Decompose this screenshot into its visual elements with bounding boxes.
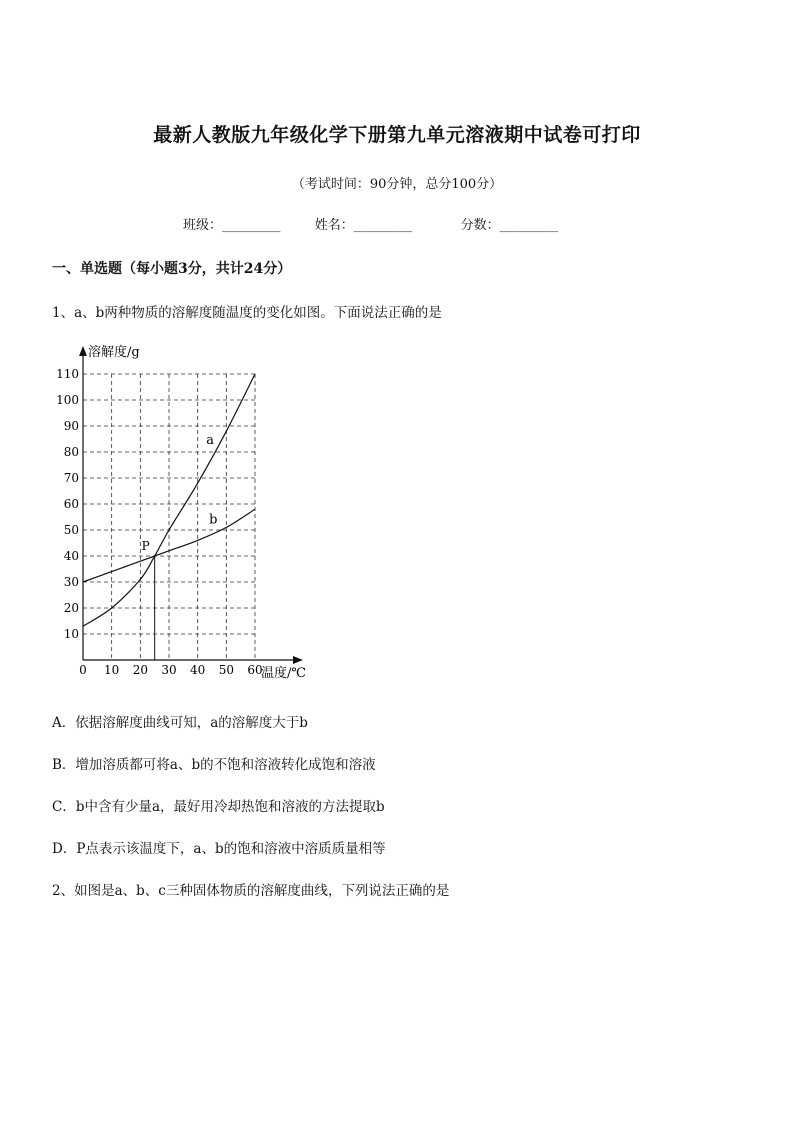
chart-grid bbox=[83, 374, 255, 660]
question-1-stem: 1、a、b两种物质的溶解度随温度的变化如图。下面说法正确的是 bbox=[52, 305, 442, 321]
series-a-label: a bbox=[206, 433, 215, 449]
x-axis-label: 温度/℃ bbox=[261, 666, 306, 681]
x-tick-label: 50 bbox=[218, 663, 234, 677]
section-heading: 一、单选题（每小题3分，共计24分） bbox=[52, 261, 292, 277]
x-tick-label: 30 bbox=[161, 663, 177, 677]
name-field[interactable]: 姓名：_________ bbox=[314, 218, 413, 233]
y-tick-label: 70 bbox=[63, 471, 79, 485]
y-tick-label: 40 bbox=[63, 549, 79, 563]
y-tick-label: 90 bbox=[63, 419, 79, 433]
y-axis-arrow bbox=[79, 346, 87, 356]
x-tick-label: 10 bbox=[104, 663, 120, 677]
class-field[interactable]: 班级：_________ bbox=[183, 218, 281, 233]
y-tick-label: 60 bbox=[63, 497, 79, 511]
question-2-stem: 2、如图是a、b、c三种固体物质的溶解度曲线，下列说法正确的是 bbox=[52, 883, 450, 899]
y-tick-label: 30 bbox=[63, 575, 79, 589]
chart-ticks bbox=[56, 367, 263, 677]
exam-title: 最新人教版九年级化学下册第九单元溶液期中试卷可打印 bbox=[153, 124, 641, 146]
info-row bbox=[183, 214, 558, 233]
x-tick-label: 40 bbox=[190, 663, 206, 677]
point-p-label: P bbox=[141, 539, 150, 553]
option-d[interactable]: D．P点表示该温度下，a、b的饱和溶液中溶质质量相等 bbox=[52, 841, 386, 857]
y-tick-label: 80 bbox=[63, 445, 79, 459]
solubility-chart bbox=[50, 338, 380, 683]
y-axis-label: 溶解度/g bbox=[88, 345, 140, 360]
y-tick-label: 50 bbox=[63, 523, 79, 537]
y-tick-label: 20 bbox=[63, 601, 79, 615]
x-tick-label: 60 bbox=[247, 663, 263, 677]
chart-axes bbox=[79, 346, 303, 664]
exam-subtitle: （考试时间：90分钟，总分100分） bbox=[291, 177, 503, 192]
x-axis-arrow bbox=[293, 656, 303, 664]
y-tick-label: 100 bbox=[56, 393, 79, 407]
x-tick-label: 20 bbox=[132, 663, 148, 677]
y-tick-label: 110 bbox=[56, 367, 79, 381]
y-tick-label: 10 bbox=[63, 627, 79, 641]
score-field[interactable]: 分数：_________ bbox=[460, 218, 559, 233]
x-tick-label: 0 bbox=[79, 663, 87, 677]
option-c[interactable]: C．b中含有少量a，最好用冷却热饱和溶液的方法提取b bbox=[52, 799, 385, 815]
option-b[interactable]: B．增加溶质都可将a、b的不饱和溶液转化成饱和溶液 bbox=[52, 757, 376, 773]
series-b-label: b bbox=[209, 512, 218, 528]
option-a[interactable]: A．依据溶解度曲线可知，a的溶解度大于b bbox=[52, 715, 308, 731]
